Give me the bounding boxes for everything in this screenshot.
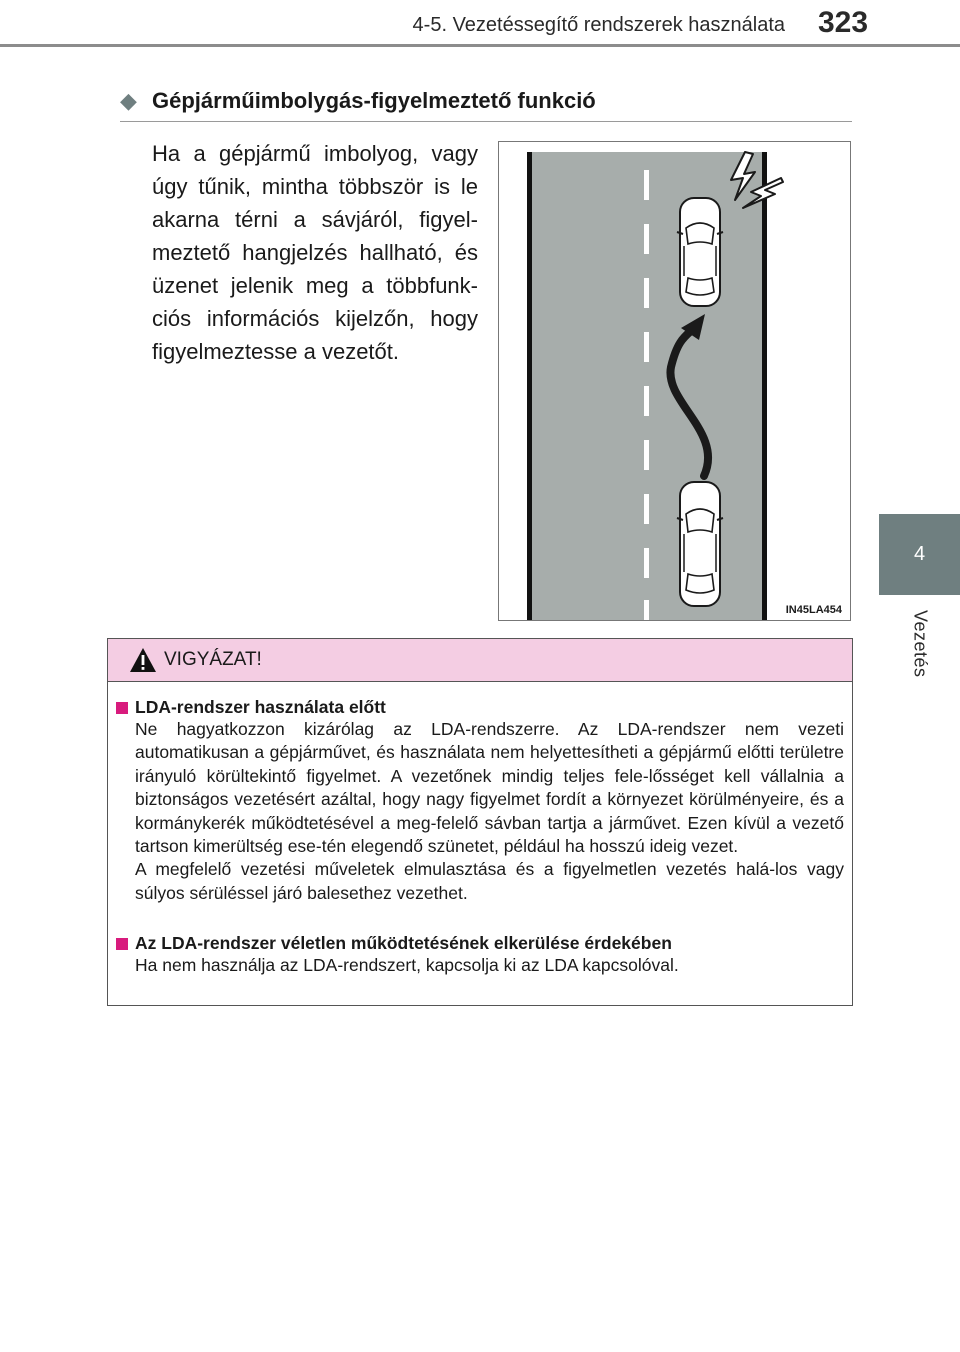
- chapter-label: [880, 610, 960, 730]
- caution-paragraph: Ha nem használja az LDA-rendszert, kapcsolja ki az LDA kapcsolóval.: [135, 955, 679, 975]
- section-body-text: Ha a gépjármű imbolyog, vagy úgy tűnik, mintha többször is le akarna térni a sávjáról, figyel-meztető hangjelzés hallható, és üzenet jelenik meg a többfunk-ciós információs kijelzőn, hogy figyelmeztesse a vezetőt.: [152, 141, 478, 364]
- caution-box: [107, 638, 853, 1006]
- diamond-bullet-icon: ◆: [120, 88, 137, 113]
- caution-header: [108, 639, 852, 682]
- lane-sway-illustration: [498, 141, 851, 621]
- square-bullet-icon: [116, 702, 128, 714]
- caution-item-heading-text: LDA-rendszer használata előtt: [135, 697, 386, 717]
- section-title-text: Gépjárműimbolygás-figyelmeztető funkció: [152, 88, 596, 113]
- warning-triangle-icon: [128, 646, 158, 674]
- title-divider: [120, 121, 852, 122]
- caution-title: VIGYÁZAT!: [164, 649, 262, 670]
- header-divider: [0, 44, 960, 47]
- caution-item-1: [116, 697, 844, 905]
- caution-item-text: [135, 718, 844, 905]
- caution-item-heading: [116, 933, 844, 954]
- caution-paragraph: Ne hagyatkozzon kizárólag az LDA-rendszerre. Az LDA-rendszer nem vezeti automatikusan a gépjárművet, és használata nem helyettesítheti a gépjármű előtti területre irányuló körültekintő figyelmet. A vezetőnek mindig teljes fele-lősséget kell vállalnia a biztonságos vezetésért azáltal, hogy nagy figyelmet fordít a környezet körülményeire, és a kormánykerék működtetésével a meg-felelő sávban tartja a járművet. Ezen kívül a vezető tartson kimerültség ese-tén elegendő szünetet, például ha hosszú ideig vezet.: [135, 719, 844, 857]
- page-number: 323: [818, 6, 869, 39]
- chapter-label-text: Vezetés: [910, 610, 931, 678]
- section-title: [120, 88, 852, 114]
- square-bullet-icon: [116, 938, 128, 950]
- caution-item-heading: [116, 697, 844, 718]
- road-edge-left: [527, 152, 532, 620]
- chapter-tab: [879, 514, 960, 595]
- chapter-number: 4: [913, 543, 926, 565]
- road-edge-right: [762, 152, 767, 620]
- car-top-icon: [677, 198, 723, 306]
- road-diagram: [499, 142, 850, 620]
- lane-dashed-line: [644, 170, 649, 620]
- caution-item-heading-text: Az LDA-rendszer véletlen működtetésének elkerülése érdekében: [135, 933, 672, 953]
- figure-code: IN45LA454: [785, 604, 842, 616]
- caution-item-text: [135, 954, 844, 977]
- running-header-section: 4-5. Vezetéssegítő rendszerek használata: [412, 14, 785, 36]
- caution-paragraph: A megfelelő vezetési műveletek elmulasztása és a figyelmetlen vezetés halá-los vagy súlyos sérüléssel járó balesethez vezethet.: [135, 859, 844, 903]
- caution-item-2: [116, 933, 844, 977]
- car-bottom-icon: [677, 482, 723, 606]
